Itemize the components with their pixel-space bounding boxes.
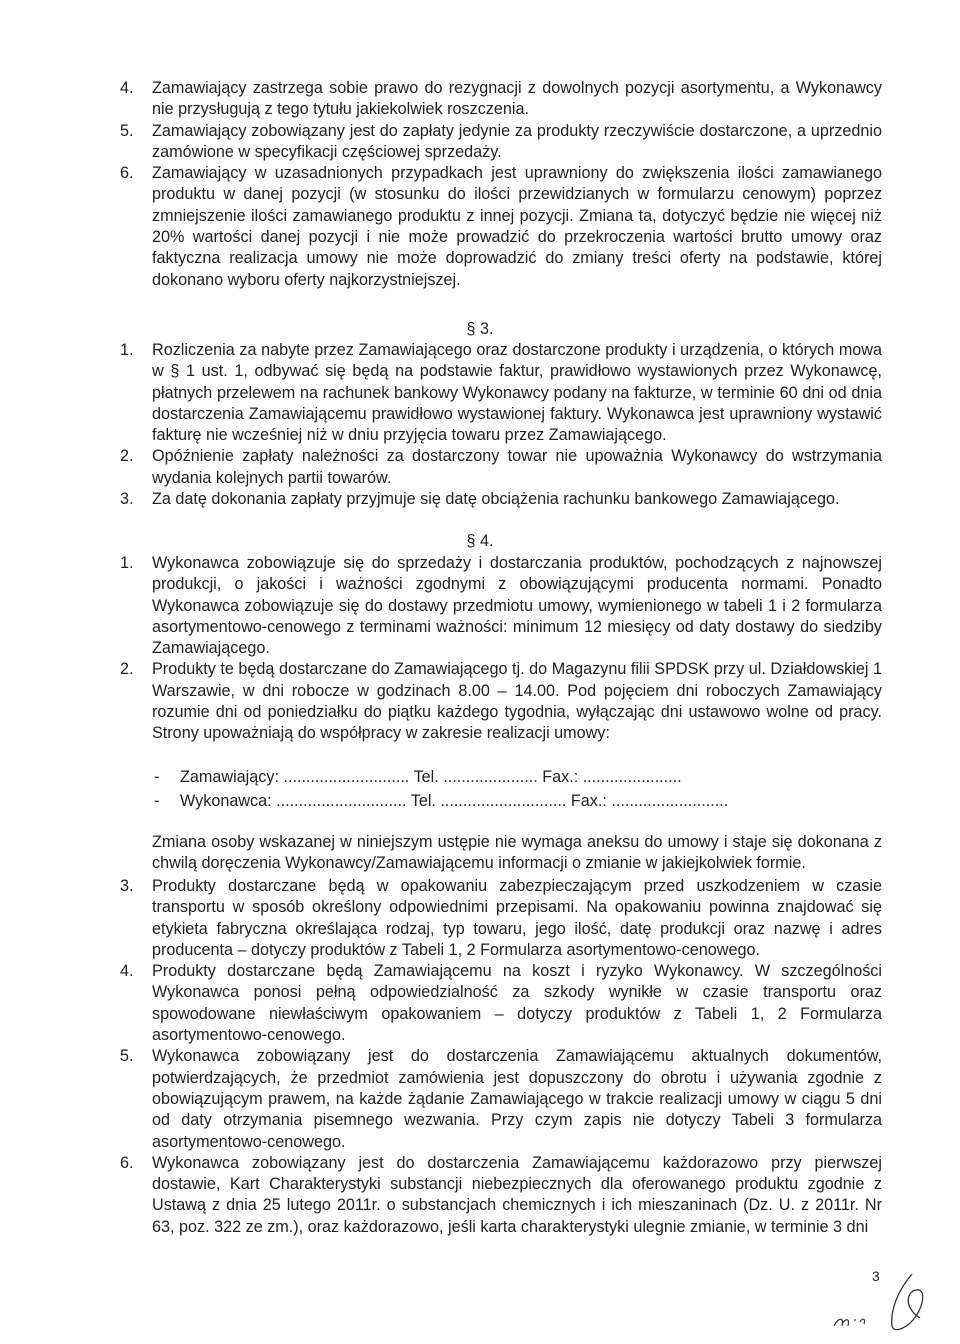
item-text: Wykonawca zobowiązuje się do sprzedaży i dostarczania produktów, pochodzących z najnowszej produkcji, o jakości i ważności zgodnymi z obowiązującymi producenta normami. Ponadto Wykonawca zobowiązuje się do dostawy przedmiotu umowy, wymienionego w tabeli 1 i 2 formularza asortymentowo-cenowego z terminami ważności: minimum 12 miesięcy od daty dostawy do siedziby Zamawiającego. xyxy=(152,554,882,658)
list-item xyxy=(120,876,882,961)
item-number: 3. xyxy=(120,490,134,509)
item-number: 3. xyxy=(120,877,134,895)
list-item xyxy=(120,340,882,446)
contact-dash: - xyxy=(154,768,160,786)
list-item xyxy=(120,961,882,1046)
item-text: Za datę dokonania zapłaty przyjmuje się datę obciążenia rachunku bankowego Zamawiającego. xyxy=(152,490,840,509)
contact-text: Zamawiający: ............................ Tel. ..................... Fax.: ...................... xyxy=(180,768,682,786)
list-item xyxy=(120,78,882,121)
handwritten-initials-signature xyxy=(820,1268,950,1338)
list-item xyxy=(120,1153,882,1238)
contact-dash: - xyxy=(154,792,160,810)
contact-text: Wykonawca: ............................. Tel. ............................ Fax.: .......................... xyxy=(180,792,729,810)
list-section-4b xyxy=(120,876,882,1238)
item-text: Opóźnienie zapłaty należności za dostarczony towar nie upoważnia Wykonawcy do wstrzymania wydania kolejnych partii towarów. xyxy=(152,447,882,487)
item-number: 6. xyxy=(120,164,134,183)
item-number: 5. xyxy=(120,1047,134,1066)
list-section-3 xyxy=(120,340,882,510)
item-number: 1. xyxy=(120,554,134,572)
list-item xyxy=(120,163,882,291)
item-text: Produkty dostarczane będą Zamawiającemu na koszt i ryzyko Wykonawcy. W szczególności Wykonawca ponosi pełną odpowiedzialność za szkody wynikłe w czasie transportu oraz spowodowane niewłaściwym opakowaniem – dotyczy produktów z Tabeli 1, 2 Formularza asortymentowo-cenowego. xyxy=(152,962,882,1045)
item-text: Zamawiający zastrzega sobie prawo do rezygnacji z dowolnych pozycji asortymentu, a Wykonawcy nie przysługują z tego tytułu jakiekolwiek roszczenia. xyxy=(152,79,882,119)
item-text: Rozliczenia za nabyte przez Zamawiającego oraz dostarczone produkty i urządzenia, o których mowa w § 1 ust. 1, odbywać się będą na podstawie faktur, prawidłowo wystawionych przez Wykonawcę, płatnych przelewem na rachunek bankowy Wykonawcy podany na fakturze, w terminie 60 dni od dnia dostarczenia Zamawiającemu prawidłowo wystawionej faktury. Wykonawca jest uprawniony wystawić fakturę nie wcześniej niż w dniu przyjęcia towaru przez Zamawiającego. xyxy=(152,341,882,445)
item-number: 6. xyxy=(120,1153,134,1172)
page-number: 3 xyxy=(872,1268,880,1284)
list-item xyxy=(120,446,882,489)
section-3-heading: § 3. xyxy=(466,320,494,338)
item-number: 4. xyxy=(120,79,134,97)
item-text: Zamawiający zobowiązany jest do zapłaty jedynie za produkty rzeczywiście dostarczone, a uprzednio zamówione w specyfikacji częściowej sprzedaży. xyxy=(152,121,882,161)
item-text: Wykonawca zobowiązany jest do dostarczenia Zamawiającemu aktualnych dokumentów, potwierdzających, że przedmiot zamówienia jest dopuszczony do obrotu i używania zgodnie z obowiązującym prawem, na każde żądanie Zamawiającego w trakcie realizacji umowy w ciągu 5 dni od daty otrzymania pisemnego wezwania. Przy czym zapis nie dotyczy Tabeli 3 formularza asortymentowo-cenowego. xyxy=(152,1047,882,1151)
item-text: Wykonawca zobowiązany jest do dostarczenia Zamawiającemu każdorazowo przy pierwszej dostawie, Kart Charakterystyki substancji niebezpiecznych dla oferowanego produktu zgodnie z Ustawą z dnia 25 lutego 2011r. o substancjach chemicznych i ich mieszaninach (Dz. U. z 2011r. Nr 63, poz. 322 ze zm.), oraz każdorazowo, jeśli karta charakterystyki ulegnie zmianie, w terminie 3 dni xyxy=(152,1153,882,1236)
item-text: Produkty dostarczane będą w opakowaniu zabezpieczającym przed uszkodzeniem w czasie transportu w sposób określony odpowiednimi przepisami. Na opakowaniu powinna znajdować się etykieta fabryczna określająca rodzaj, typ towaru, jego ilość, datę produkcji oraz nazwę i adres producenta – dotyczy produktów z Tabeli 1, 2 Formularza asortymentowo-cenowego. xyxy=(152,877,882,959)
contact-line-zamawiajacy xyxy=(154,768,682,787)
contact-line-wykonawca xyxy=(154,792,728,811)
list-item xyxy=(120,1046,882,1152)
list-item xyxy=(120,659,882,744)
item-number: 2. xyxy=(120,447,134,466)
list-section-4a xyxy=(120,553,882,745)
item-number: 4. xyxy=(120,962,134,981)
list-item xyxy=(120,553,882,659)
section-4-heading: § 4. xyxy=(466,532,494,550)
list-top xyxy=(120,78,882,291)
list-item xyxy=(120,489,882,510)
item-text: Zamawiający w uzasadnionych przypadkach jest uprawniony do zwiększenia ilości zamawianego produktu w danej pozycji (w stosunku do ilości przewidzianych w formularzu cenowym) poprzez zmniejszenie ilości zamawianego produktu z innej pozycji. Zmiana ta, dotyczyć będzie nie więcej niż 20% wartości danej pozycji i nie może prowadzić do przekroczenia wartości brutto umowy oraz faktyczna realizacja umowy nie może doprowadzić do zmiany treści oferty na podstawie, której dokonano wyboru oferty najkorzystniejszej. xyxy=(152,164,882,289)
item-number: 1. xyxy=(120,341,134,359)
item-number: 5. xyxy=(120,121,134,140)
change-note: Zmiana osoby wskazanej w niniejszym ustępie nie wymaga aneksu do umowy i staje się dokonana z chwilą doręczenia Wykonawcy/Zamawiającemu informacji o zmianie w jakiejkolwiek formie. xyxy=(152,833,882,873)
list-item xyxy=(120,121,882,164)
item-text: Produkty te będą dostarczane do Zamawiającego tj. do Magazynu filii SPDSK przy ul. Działdowskiej 1 Warszawie, w dni robocze w godzinach 8.00 – 14.00. Pod pojęciem dni roboczych Zamawiający rozumie dni od poniedziałku do piątku każdego tygodnia, wyłączając dni ustawowo wolne od pracy. Strony upoważniają do współpracy w zakresie realizacji umowy: xyxy=(152,660,882,743)
item-number: 2. xyxy=(120,660,134,679)
